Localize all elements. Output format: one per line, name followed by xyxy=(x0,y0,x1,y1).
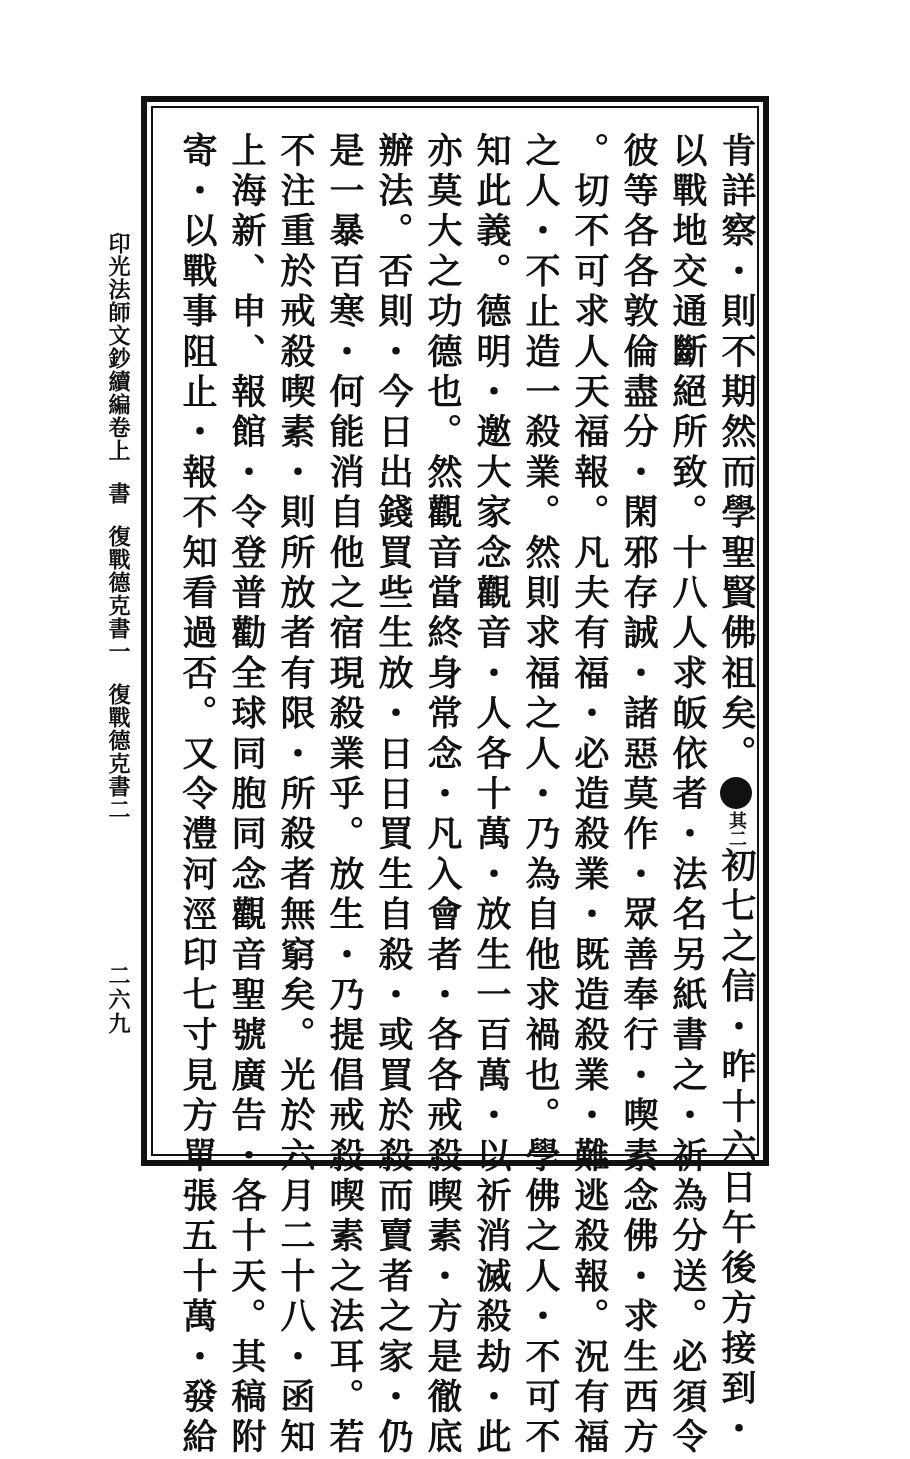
text-column-12: 寄・以戰事阻止・報不知看過否。又令澧河涇印七寸見方單張五十萬・發給 xyxy=(177,132,218,1459)
running-header xyxy=(106,232,130,1032)
letter-two-title: 復戰德克書二 xyxy=(105,683,131,821)
text-column-1 xyxy=(717,132,755,1450)
section-label: 書 xyxy=(105,482,131,505)
text-column-5: 之人・不止造一殺業。然則求福之人・乃為自他求禍也。學佛之人・不可不 xyxy=(520,132,561,1459)
page-number: 二六九 xyxy=(105,964,131,1036)
text-column-8: 辦法。否則・今日出錢買些生放・日日買生自殺・或買於殺而賣者之家・仍 xyxy=(373,132,414,1459)
bullet-dot-icon xyxy=(720,777,752,809)
letter-number-note: 其二 xyxy=(726,811,747,848)
text-column-10: 不注重於戒殺喫素・則所放者有限・所殺者無窮矣。光於六月二十八・函知 xyxy=(275,132,316,1459)
text-column-3: 彼等各各敦倫盡分・閑邪存誠・諸惡莫作・眾善奉行・喫素念佛・求生西方 xyxy=(618,132,659,1459)
text-column-6: 知此義。德明・邀大家念觀音・人各十萬・放生一百萬・以祈消滅殺劫・此 xyxy=(471,132,512,1459)
letter-one-title: 復戰德克書一 xyxy=(105,525,131,663)
text-column-9: 是一暴百寒・何能消自他之宿現殺業乎。放生・乃提倡戒殺喫素之法耳。若 xyxy=(324,132,365,1459)
book-title: 印光法師文鈔續編卷上 xyxy=(105,232,131,462)
text-segment: 肯詳察・則不期然而學聖賢佛祖矣。 xyxy=(716,132,757,776)
text-column-7: 亦莫大之功德也。然觀音當終身常念・凡入會者・各各戒殺喫素・方是徹底 xyxy=(422,132,463,1459)
text-column-11: 上海新、申、報館・令登普勸全球同胞同念觀音聖號廣告・各十天。其稿附 xyxy=(226,132,267,1459)
text-column-4: 。切不可求人天福報。凡夫有福・必造殺業・既造殺業・難逃殺報。況有福 xyxy=(569,132,610,1459)
text-column-2: 以戰地交通斷絕所致。十八人求皈依者・法名另紙書之・祈為分送。必須令 xyxy=(667,132,708,1459)
text-segment: 初七之信・昨十六日午後方接到・ xyxy=(716,847,757,1451)
